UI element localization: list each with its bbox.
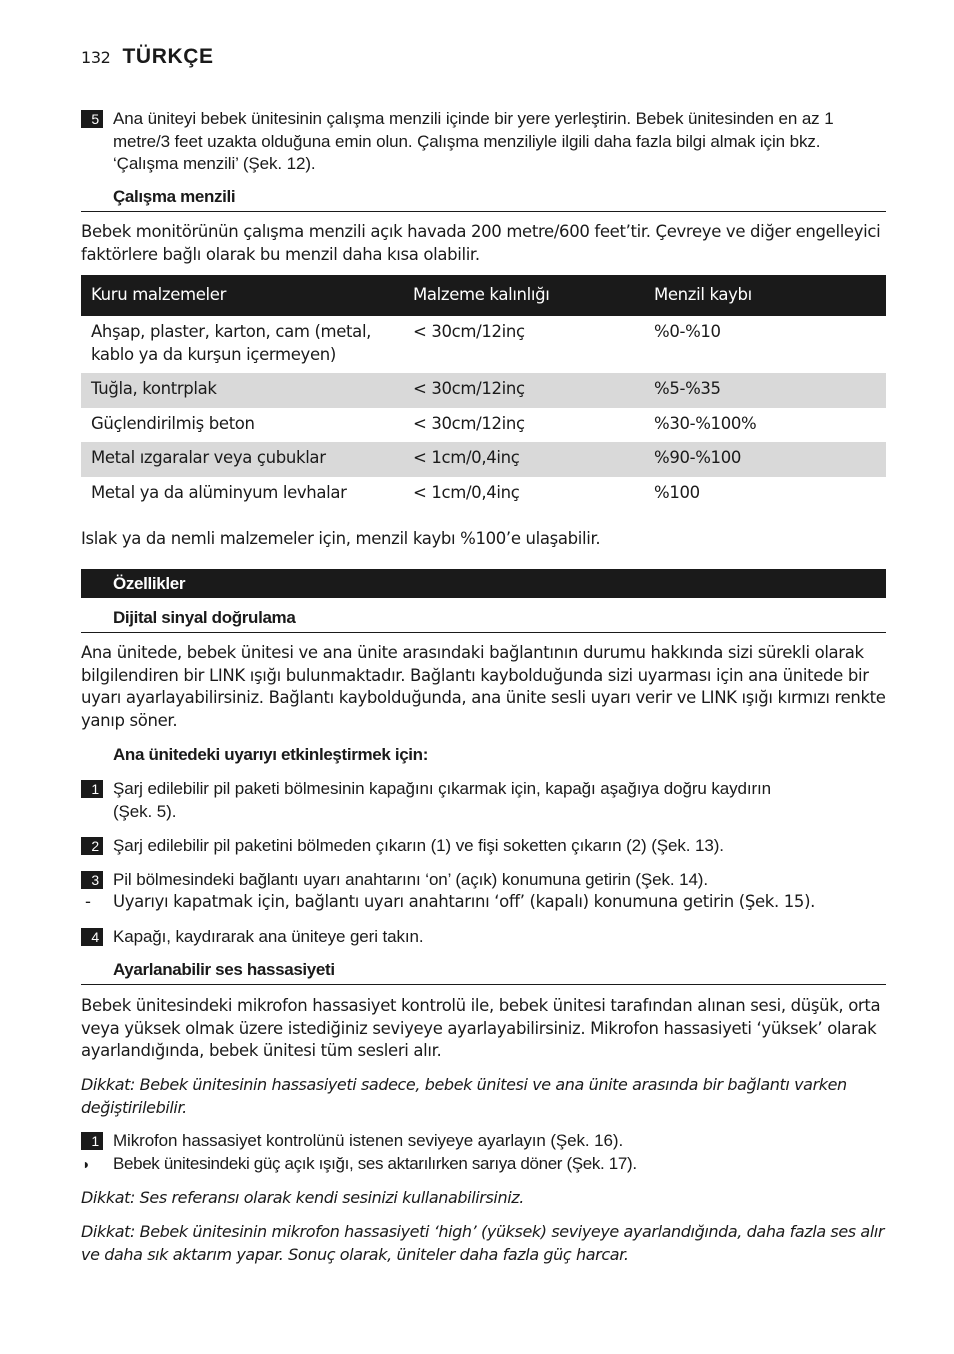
step-4 xyxy=(81,926,886,949)
result-text: Bebek ünitesindeki güç açık ışığı, ses aktarılırken sarıya döner (Şek. 17). xyxy=(113,1154,637,1173)
table-cell: %0-%10 xyxy=(654,322,721,341)
step-3 xyxy=(81,869,886,892)
table-cell: Ahşap, plaster, karton, cam (metal, kablo ya da kurşun içermeyen) xyxy=(91,322,372,364)
step-number: 3 xyxy=(81,871,103,889)
table-row xyxy=(81,373,886,408)
table-header: Kuru malzemeler xyxy=(81,275,403,316)
range-intro: Bebek monitörünün çalışma menzili açık havada 200 metre/600 feet’tir. Çevreye ve diğer engelleyici faktörlere bağlı olarak bu menzil daha kısa olabilir. xyxy=(81,222,881,264)
sensitivity-step-1 xyxy=(81,1130,886,1153)
sensitivity-heading: Ayarlanabilir ses hassasiyeti xyxy=(81,959,886,985)
table-cell: Metal ya da alüminyum levhalar xyxy=(91,482,347,502)
digital-description: Ana ünitede, bebek ünitesi ve ana ünite arasındaki bağlantının durumu hakkında sizi sürekli olarak bilgilendiren bir LINK ışığı bulunmaktadır. Bağlantı kaybolduğunda sizi uyarması için ana ünitede bir uyarı ayarlayabilirsiniz. Bağlantı kaybolduğunda, ana ünite sesli uyarı verir ve LINK ışığı kırmızı renkte yanıp söner. xyxy=(81,643,886,730)
table-row xyxy=(81,477,886,512)
table-cell: < 30cm/12inç xyxy=(403,373,644,408)
table-cell: %90-%100 xyxy=(644,442,886,477)
dash-text: Uyarıyı kapatmak için, bağlantı uyarı anahtarını ‘off’ (kapalı) konumuna getirin (Şek. 15). xyxy=(113,892,816,911)
table-cell: %30-%100% xyxy=(654,413,757,433)
result-item xyxy=(81,1153,886,1176)
table-row xyxy=(81,408,886,443)
table-cell: Metal ızgaralar veya çubuklar xyxy=(81,442,403,477)
step-number: 4 xyxy=(81,928,103,946)
sensitivity-note-1: Dikkat: Bebek ünitesinin hassasiyeti sadece, bebek ünitesi ve ana ünite arasında bir bağlantı varken değiştirilebilir. xyxy=(81,1075,847,1117)
step-number: 2 xyxy=(81,837,103,855)
table-header-row xyxy=(81,275,886,316)
features-section-title: Özellikler xyxy=(81,569,886,598)
range-note: Islak ya da nemli malzemeler için, menzil kaybı %100’e ulaşabilir. xyxy=(81,529,601,548)
table-cell: < 1cm/0,4inç xyxy=(403,442,644,477)
dash-marker: - xyxy=(85,892,91,911)
table-row xyxy=(81,442,886,477)
step-text: Pil bölmesindeki bağlantı uyarı anahtarını ‘on’ (açık) konumuna getirin (Şek. 14). xyxy=(113,870,708,889)
table-header: Malzeme kalınlığı xyxy=(403,275,644,316)
step-text: Şarj edilebilir pil paketini bölmeden çıkarın (1) ve fişi soketten çıkarın (2) (Şek. 13). xyxy=(113,836,724,855)
sensitivity-note-2: Dikkat: Ses referansı olarak kendi sesinizi kullanabilirsiniz. xyxy=(81,1188,524,1207)
step-text: Kapağı, kaydırarak ana üniteye geri takın. xyxy=(113,927,424,946)
table-cell: < 1cm/0,4inç xyxy=(413,482,520,502)
sensitivity-description: Bebek ünitesindeki mikrofon hassasiyet kontrolü ile, bebek ünitesi tarafından alınan sesi, düşük, orta veya yüksek olmak üzere istediğiniz seviyeye ayarlayabilirsiniz. Mikrofon hassasiyeti ‘yüksek’ olarak ayarlandığında, bebek ünitesi tüm sesleri alır. xyxy=(81,996,881,1060)
step-text: Ana üniteyi bebek ünitesinin çalışma menzili içinde bir yere yerleştirin. Bebek ünitesinden en az 1 metre/3 feet uzakta olduğuna emin olun. Çalışma menziliyle ilgili daha fazla bilgi almak için bkz. ‘Çalışma menzili’ (Şek. 12). xyxy=(113,109,834,173)
step-5 xyxy=(81,108,886,176)
table-cell: Tuğla, kontrplak xyxy=(81,373,403,408)
step-text: Mikrofon hassasiyet kontrolünü istenen seviyeye ayarlayın (Şek. 16). xyxy=(113,1131,624,1150)
table-cell: Güçlendirilmiş beton xyxy=(91,413,255,433)
table-cell: < 30cm/12inç xyxy=(413,413,525,433)
page-header xyxy=(81,46,214,76)
range-table xyxy=(81,275,886,511)
step-2 xyxy=(81,835,886,858)
enable-alarm-title: Ana ünitedeki uyarıyı etkinleştirmek için: xyxy=(113,745,429,764)
step-1 xyxy=(81,778,781,823)
step-text: Şarj edilebilir pil paketi bölmesinin kapağını çıkarmak için, kapağı aşağıya doğru kaydırın (Şek. 5). xyxy=(113,779,772,821)
table-cell: %5-%35 xyxy=(644,373,886,408)
result-arrow-icon: ◗ xyxy=(82,1156,91,1172)
sensitivity-note-3: Dikkat: Bebek ünitesinin mikrofon hassasiyeti ‘high’ (yüksek) seviyeye ayarlandığında, daha fazla ses alır ve daha sık aktarım yapar. Sonuç olarak, üniteler daha fazla güç harcar. xyxy=(81,1222,885,1264)
table-row xyxy=(81,316,886,373)
language-title: TÜRKÇE xyxy=(122,45,214,68)
table-cell: %100 xyxy=(654,482,700,502)
dash-item xyxy=(81,891,886,914)
page-number: 132 xyxy=(81,48,111,67)
table-cell: < 30cm/12inç xyxy=(413,322,525,341)
step-number: 1 xyxy=(81,1132,103,1150)
digital-heading: Dijital sinyal doğrulama xyxy=(81,607,886,633)
range-heading: Çalışma menzili xyxy=(81,186,886,212)
table-header: Menzil kaybı xyxy=(644,275,886,316)
step-number: 1 xyxy=(81,780,103,798)
step-number: 5 xyxy=(81,110,103,128)
